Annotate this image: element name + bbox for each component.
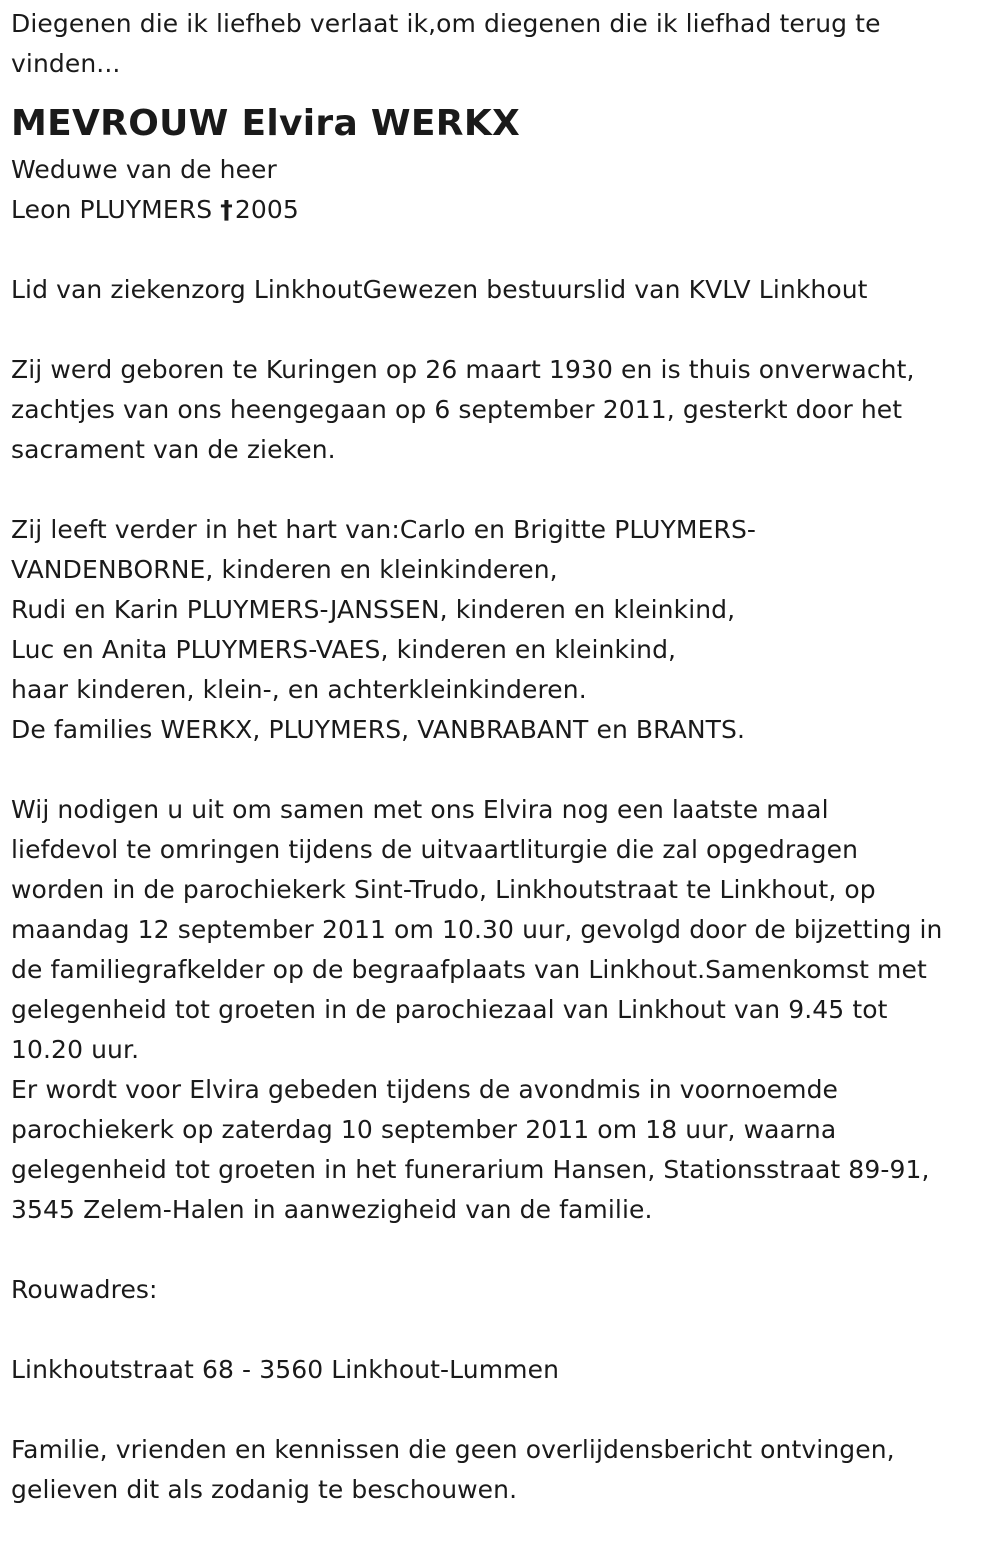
spacer	[11, 1390, 988, 1430]
intro-line: Diegenen die ik liefheb verlaat ik,om diegenen die ik liefhad terug te	[11, 9, 881, 38]
survivors-line: Luc en Anita PLUYMERS-VAES, kinderen en kleinkind,	[11, 635, 677, 664]
funeral-line: 10.20 uur.	[11, 1035, 140, 1064]
survivors-line: Zij leeft verder in het hart van:Carlo en Brigitte PLUYMERS-	[11, 515, 757, 544]
survivors-line: De families WERKX, PLUYMERS, VANBRABANT en BRANTS.	[11, 715, 746, 744]
funeral-line: liefdevol te omringen tijdens de uitvaartliturgie die zal opgedragen	[11, 835, 859, 864]
survivors-line: haar kinderen, klein-, en achterkleinkinderen.	[11, 675, 587, 704]
deceased-name: MEVROUW Elvira WERKX	[11, 103, 521, 144]
intro-line: vinden...	[11, 49, 121, 78]
funeral-line: maandag 12 september 2011 om 10.30 uur, gevolgd door de bijzetting in	[11, 915, 943, 944]
intro-quote	[11, 4, 988, 84]
funeral-line: Wij nodigen u uit om samen met ons Elvira nog een laatste maal	[11, 795, 829, 824]
closing-line: gelieven dit als zodanig te beschouwen.	[11, 1475, 518, 1504]
funeral-line: 3545 Zelem-Halen in aanwezigheid van de familie.	[11, 1195, 653, 1224]
funeral-line: de familiegrafkelder op de begraafplaats van Linkhout.Samenkomst met	[11, 955, 927, 984]
funeral-line: parochiekerk op zaterdag 10 september 2011 om 18 uur, waarna	[11, 1115, 837, 1144]
spacer	[11, 750, 988, 790]
funeral-line: gelegenheid tot groeten in de parochiezaal van Linkhout van 9.45 tot	[11, 995, 888, 1024]
widow-line: Weduwe van de heer	[11, 155, 277, 184]
spouse-name: Leon PLUYMERS	[11, 195, 213, 224]
survivors-line: VANDENBORNE, kinderen en kleinkinderen,	[11, 555, 558, 584]
spacer	[11, 310, 988, 350]
funeral-line: gelegenheid tot groeten in het funerarium Hansen, Stationsstraat 89-91,	[11, 1155, 930, 1184]
address-value: Linkhoutstraat 68 - 3560 Linkhout-Lummen	[11, 1355, 560, 1384]
widow-info	[11, 150, 988, 230]
funeral-line: Er wordt voor Elvira gebeden tijdens de avondmis in voornoemde	[11, 1075, 839, 1104]
cross-icon: †	[220, 195, 233, 224]
spacer	[11, 470, 988, 510]
spacer	[11, 1310, 988, 1350]
funeral-paragraph	[11, 790, 988, 1230]
closing-line: Familie, vrienden en kennissen die geen overlijdensbericht ontvingen,	[11, 1435, 895, 1464]
birth-line: Zij werd geboren te Kuringen op 26 maart 1930 en is thuis onverwacht,	[11, 355, 915, 384]
spouse-line	[11, 190, 988, 230]
birth-line: sacrament van de zieken.	[11, 435, 336, 464]
funeral-line: worden in de parochiekerk Sint-Trudo, Linkhoutstraat te Linkhout, op	[11, 875, 876, 904]
spacer	[11, 1230, 988, 1270]
survivors-paragraph	[11, 510, 988, 750]
address-label: Rouwadres:	[11, 1275, 158, 1304]
spacer	[11, 230, 988, 270]
survivors-line: Rudi en Karin PLUYMERS-JANSSEN, kinderen en kleinkind,	[11, 595, 736, 624]
spouse-death-year: 2005	[234, 195, 299, 224]
membership-line: Lid van ziekenzorg LinkhoutGewezen bestuurslid van KVLV Linkhout	[11, 275, 868, 304]
birth-line: zachtjes van ons heengegaan op 6 september 2011, gesterkt door het	[11, 395, 903, 424]
birth-paragraph	[11, 350, 988, 470]
closing-paragraph	[11, 1430, 988, 1510]
